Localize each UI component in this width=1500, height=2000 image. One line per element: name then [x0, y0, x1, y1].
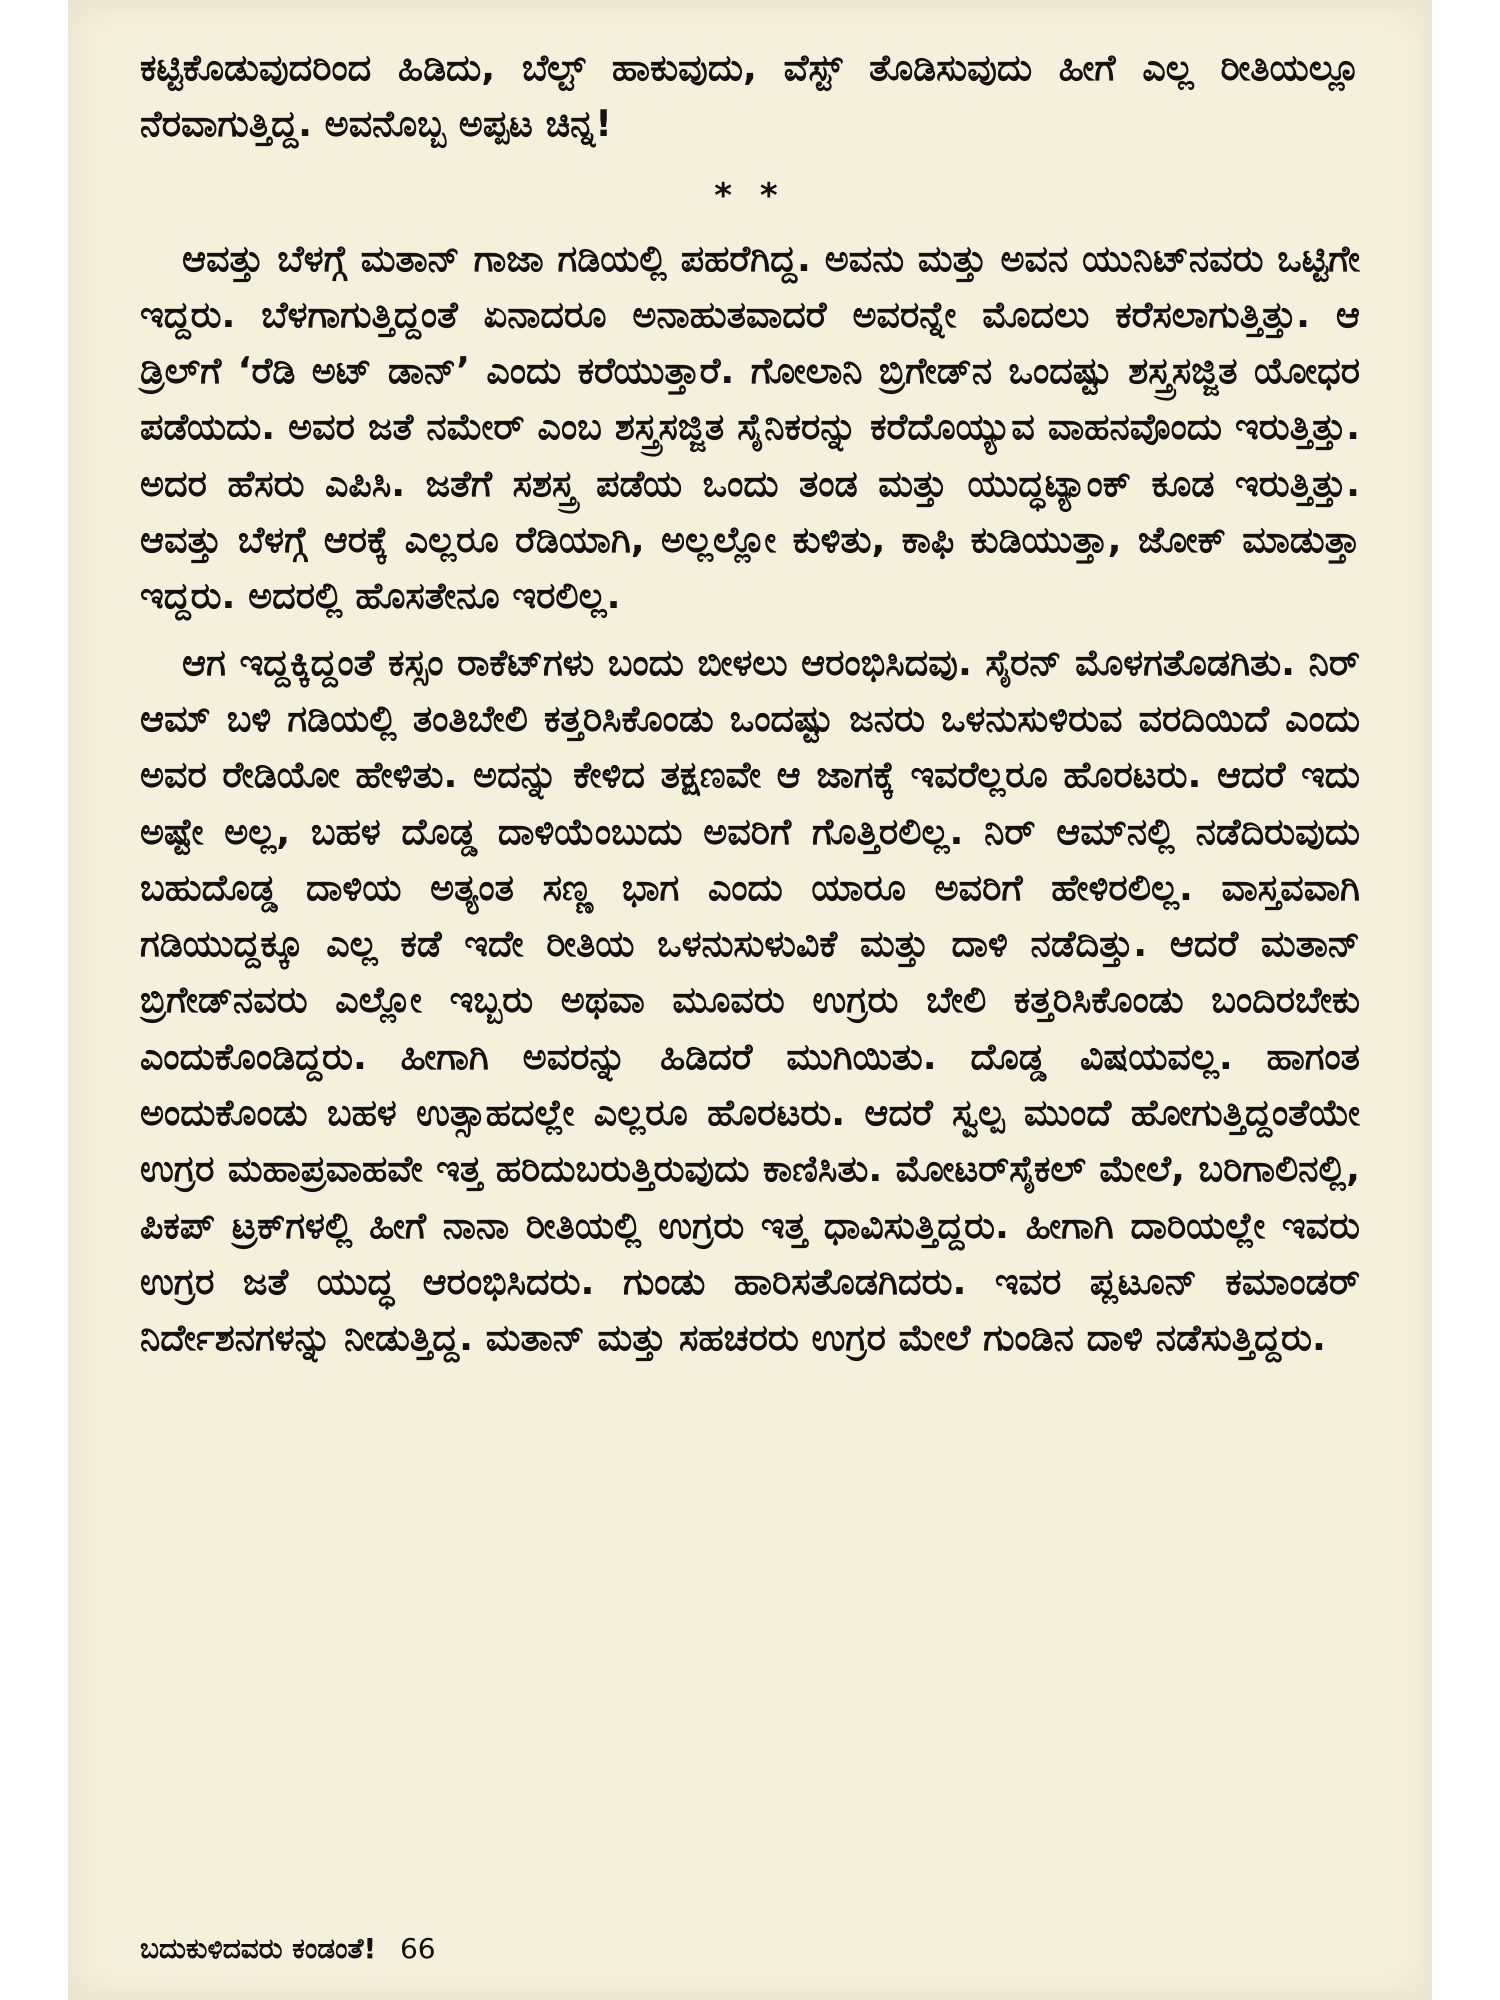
paragraph-continued: ಕಟ್ಟಿಕೊಡುವುದರಿಂದ ಹಿಡಿದು, ಬೆಲ್ಟ್ ಹಾಕುವುದು, ವೆಸ್ಟ್ ತೊಡಿಸುವುದು ಹೀಗೆ ಎಲ್ಲ ರೀತಿಯಲ್ಲೂ ನೆರವಾಗುತ್ತಿದ್ದ. ಅವನೊಬ್ಬ ಅಪ್ಪಟ ಚಿನ್ನ!: [140, 46, 1360, 146]
paragraph: ಆವತ್ತು ಬೆಳಗ್ಗೆ ಮತಾನ್ ಗಾಜಾ ಗಡಿಯಲ್ಲಿ ಪಹರೆಗಿದ್ದ. ಅವನು ಮತ್ತು ಅವನ ಯುನಿಟ್‌ನವರು ಒಟ್ಟಿಗೇ ಇದ್ದರು. ಬೆಳಗಾಗುತ್ತಿದ್ದಂತೆ ಏನಾದರೂ ಅನಾಹುತವಾದರೆ ಅವರನ್ನೇ ಮೊದಲು ಕರೆಸಲಾಗುತ್ತಿತ್ತು. ಆ ಡ್ರಿಲ್‌ಗೆ ‘ರೆಡಿ ಅಟ್ ಡಾನ್’ ಎಂದು ಕರೆಯುತ್ತಾರೆ. ಗೋಲಾನಿ ಬ್ರಿಗೇಡ್‌ನ ಒಂದಷ್ಟು ಶಸ್ತ್ರಸಜ್ಜಿತ ಯೋಧರ ಪಡೆಯದು. ಅವರ ಜತೆ ನಮೇರ್ ಎಂಬ ಶಸ್ತ್ರಸಜ್ಜಿತ ಸೈನಿಕರನ್ನು ಕರೆದೊಯ್ಯುವ ವಾಹನವೊಂದು ಇರುತ್ತಿತ್ತು. ಅದರ ಹೆಸರು ಎಪಿಸಿ. ಜತೆಗೆ ಸಶಸ್ತ್ರ ಪಡೆಯ ಒಂದು ತಂಡ ಮತ್ತು ಯುದ್ಧಟ್ಯಾಂಕ್ ಕೂಡ ಇರುತ್ತಿತ್ತು. ಆವತ್ತು ಬೆಳಗ್ಗೆ ಆರಕ್ಕೆ ಎಲ್ಲರೂ ರೆಡಿಯಾಗಿ, ಅಲ್ಲಲ್ಲೋ ಕುಳಿತು, ಕಾಫಿ ಕುಡಿಯುತ್ತಾ, ಜೋಕ್ ಮಾಡುತ್ತಾ ಇದ್ದರು. ಅದರಲ್ಲಿ ಹೊಸತೇನೂ ಇರಲಿಲ್ಲ.: [140, 236, 1360, 618]
book-page: [68, 0, 1432, 2000]
body-text: [140, 40, 1360, 1367]
page-number: 66: [399, 1932, 436, 1965]
running-title: ಬದುಕುಳಿದವರು ಕಂಡಂತೆ!: [140, 1932, 377, 1965]
page-footer: [140, 1932, 436, 1966]
paragraph: ಆಗ ಇದ್ದಕ್ಕಿದ್ದಂತೆ ಕಸ್ಸಂ ರಾಕೆಟ್‌ಗಳು ಬಂದು ಬೀಳಲು ಆರಂಭಿಸಿದವು. ಸೈರನ್ ಮೊಳಗತೊಡಗಿತು. ನಿರ್ ಆಮ್ ಬಳಿ ಗಡಿಯಲ್ಲಿ ತಂತಿಬೇಲಿ ಕತ್ತರಿಸಿಕೊಂಡು ಒಂದಷ್ಟು ಜನರು ಒಳನುಸುಳಿರುವ ವರದಿಯಿದೆ ಎಂದು ಅವರ ರೇಡಿಯೋ ಹೇಳಿತು. ಅದನ್ನು ಕೇಳಿದ ತಕ್ಷಣವೇ ಆ ಜಾಗಕ್ಕೆ ಇವರೆಲ್ಲರೂ ಹೊರಟರು. ಆದರೆ ಇದು ಅಷ್ಟೇ ಅಲ್ಲ, ಬಹಳ ದೊಡ್ಡ ದಾಳಿಯೆಂಬುದು ಅವರಿಗೆ ಗೊತ್ತಿರಲಿಲ್ಲ. ನಿರ್ ಆಮ್‌ನಲ್ಲಿ ನಡೆದಿರುವುದು ಬಹುದೊಡ್ಡ ದಾಳಿಯ ಅತ್ಯಂತ ಸಣ್ಣ ಭಾಗ ಎಂದು ಯಾರೂ ಅವರಿಗೆ ಹೇಳಿರಲಿಲ್ಲ. ವಾಸ್ತವವಾಗಿ ಗಡಿಯುದ್ದಕ್ಕೂ ಎಲ್ಲ ಕಡೆ ಇದೇ ರೀತಿಯ ಒಳನುಸುಳುವಿಕೆ ಮತ್ತು ದಾಳಿ ನಡೆದಿತ್ತು. ಆದರೆ ಮತಾನ್ ಬ್ರಿಗೇಡ್‌ನವರು ಎಲ್ಲೋ ಇಬ್ಬರು ಅಥವಾ ಮೂವರು ಉಗ್ರರು ಬೇಲಿ ಕತ್ತರಿಸಿಕೊಂಡು ಬಂದಿರಬೇಕು ಎಂದುಕೊಂಡಿದ್ದರು. ಹೀಗಾಗಿ ಅವರನ್ನು ಹಿಡಿದರೆ ಮುಗಿಯಿತು. ದೊಡ್ಡ ವಿಷಯವಲ್ಲ. ಹಾಗಂತ ಅಂದುಕೊಂಡು ಬಹಳ ಉತ್ಸಾಹದಲ್ಲೇ ಎಲ್ಲರೂ ಹೊರಟರು. ಆದರೆ ಸ್ವಲ್ಪ ಮುಂದೆ ಹೋಗುತ್ತಿದ್ದಂತೆಯೇ ಉಗ್ರರ ಮಹಾಪ್ರವಾಹವೇ ಇತ್ತ ಹರಿದುಬರುತ್ತಿರುವುದು ಕಾಣಿಸಿತು. ಮೋಟರ್‌ಸೈಕಲ್ ಮೇಲೆ, ಬರಿಗಾಲಿನಲ್ಲಿ, ಪಿಕಪ್ ಟ್ರಕ್‌ಗಳಲ್ಲಿ ಹೀಗೆ ನಾನಾ ರೀತಿಯಲ್ಲಿ ಉಗ್ರರು ಇತ್ತ ಧಾವಿಸುತ್ತಿದ್ದರು. ಹೀಗಾಗಿ ದಾರಿಯಲ್ಲೇ ಇವರು ಉಗ್ರರ ಜತೆ ಯುದ್ಧ ಆರಂಭಿಸಿದರು. ಗುಂಡು ಹಾರಿಸತೊಡಗಿದರು. ಇವರ ಪ್ಲಟೂನ್ ಕಮಾಂಡರ್ ನಿರ್ದೇಶನಗಳನ್ನು ನೀಡುತ್ತಿದ್ದ. ಮತಾನ್ ಮತ್ತು ಸಹಚರರು ಉಗ್ರರ ಮೇಲೆ ಗುಂಡಿನ ದಾಳಿ ನಡೆಸುತ್ತಿದ್ದರು.: [140, 640, 1360, 1360]
section-separator: * *: [714, 175, 786, 216]
